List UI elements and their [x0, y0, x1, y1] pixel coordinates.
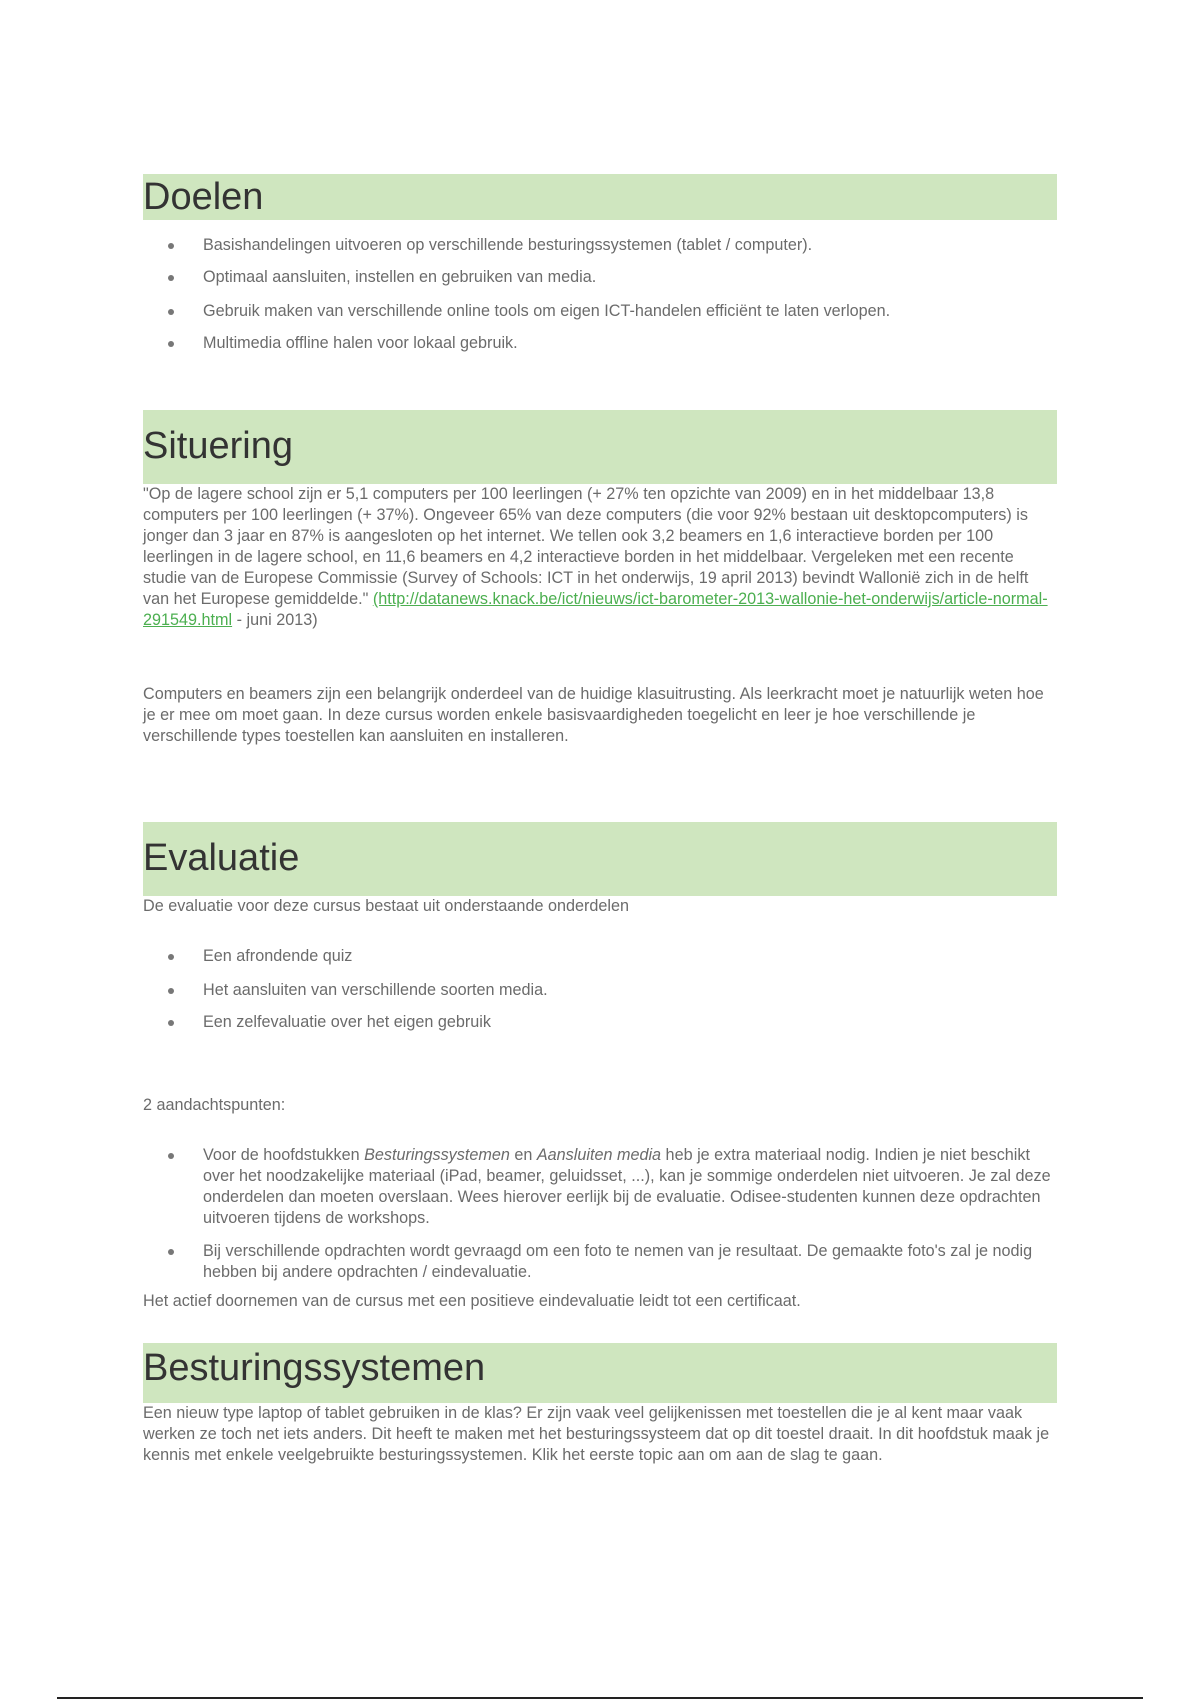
- doelen-list: [143, 235, 1057, 365]
- attention-label: 2 aandachtspunten:: [143, 1096, 286, 1114]
- situering-paragraph: Computers en beamers zijn een belangrijk onderdeel van de huidige klasuitrusting. Als leerkracht moet je natuurlijk weten hoe je er mee om moet gaan. In deze cursus worden enkele basisvaardigheden toegelicht en leer je hoe verschillende je verschillende types toestellen kan aansluiten en installeren.: [143, 685, 1044, 745]
- list-item-text: Een afrondende quiz: [203, 947, 353, 965]
- bullet-icon: [168, 1153, 174, 1159]
- source-link[interactable]: (http://datanews.knack.be/ict/nieuws/ict-barometer-2013-wallonie-het-onderwijs/article-normal-291549.html: [143, 590, 1048, 629]
- closing-text: Het actief doornemen van de cursus met een positieve eindevaluatie leidt tot een certificaat.: [143, 1292, 801, 1310]
- list-item-text: [203, 1146, 1051, 1227]
- situering-heading-bar: [143, 410, 1057, 484]
- situering-quote-block: [143, 484, 1057, 631]
- besturingssystemen-heading-bar: [143, 1343, 1057, 1403]
- situering-heading: Situering: [143, 425, 293, 467]
- besturingssystemen-heading: Besturingssystemen: [143, 1347, 486, 1389]
- list-item: [143, 1241, 1057, 1283]
- attention-label-block: [143, 1095, 1057, 1116]
- doelen-heading: Doelen: [143, 176, 264, 218]
- list-item: [143, 946, 1057, 980]
- attention-text-part: en: [509, 1146, 537, 1164]
- evaluatie-intro-block: [143, 896, 1057, 917]
- attention-text-part: Voor de hoofdstukken: [203, 1146, 365, 1164]
- list-item: [143, 1012, 1057, 1044]
- list-item-text: Een zelfevaluatie over het eigen gebruik: [203, 1013, 491, 1031]
- chapter-name: Besturingssystemen: [364, 1146, 510, 1164]
- list-item-text: Gebruik maken van verschillende online tools om eigen ICT-handelen efficiënt te laten verlopen.: [203, 302, 891, 320]
- situering-quote-text: "Op de lagere school zijn er 5,1 computers per 100 leerlingen (+ 27% ten opzichte van 2009) en in het middelbaar 13,8 computers per 100 leerlingen (+ 37%). Ongeveer 65% van deze computers (die voor 92% bestaan uit desktopcomputers) is jonger dan 3 jaar en 87% is aangesloten op het internet. We tellen ook 3,2 beamers en 1,6 interactieve borden per 100 leerlingen in de lagere school, en 11,6 beamers en 4,2 interactieve borden in het middelbaar. Vergeleken met een recente studie van de Europese Commissie (Survey of Schools: ICT in het onderwijs, 19 april 2013) bevindt Wallonië zich in de helft van het Europese gemiddelde.": [143, 485, 1029, 608]
- besturingssystemen-paragraph: Een nieuw type laptop of tablet gebruiken in de klas? Er zijn vaak veel gelijkenissen met toestellen die je al kent maar vaak werken ze toch net iets anders. Dit heeft te maken met het besturingssysteem dat op dit toestel draait. In dit hoofdstuk maak je kennis met enkele veelgebruikte besturingssystemen. Klik het eerste topic aan om aan de slag te gaan.: [143, 1404, 1050, 1464]
- chapter-name: Aansluiten media: [536, 1146, 662, 1164]
- list-item-text: Basishandelingen uitvoeren op verschillende besturingssystemen (tablet / computer).: [203, 236, 813, 254]
- evaluatie-heading-bar: [143, 822, 1057, 896]
- bullet-icon: [168, 954, 174, 960]
- bullet-icon: [168, 1249, 174, 1255]
- situering-paragraph-block: [143, 684, 1057, 747]
- list-item: [143, 267, 1057, 301]
- list-item-text: Het aansluiten van verschillende soorten media.: [203, 981, 548, 999]
- list-item: [143, 235, 1057, 267]
- attention-list-block: [143, 1145, 1057, 1283]
- doelen-heading-bar: [143, 174, 1057, 220]
- situering-quote: [143, 484, 1057, 631]
- source-date: - juni 2013): [232, 611, 318, 629]
- evaluatie-intro: De evaluatie voor deze cursus bestaat uit onderstaande onderdelen: [143, 897, 629, 915]
- evaluatie-list-block: [143, 946, 1057, 1044]
- list-item: [143, 980, 1057, 1012]
- bullet-icon: [168, 309, 174, 315]
- footer-divider: [57, 1697, 1143, 1699]
- doelen-list-block: [143, 235, 1057, 365]
- list-item-text: Bij verschillende opdrachten wordt gevraagd om een foto te nemen van je resultaat. De gemaakte foto's zal je nodig hebben bij andere opdrachten / eindevaluatie.: [203, 1242, 1033, 1281]
- list-item-text: Multimedia offline halen voor lokaal gebruik.: [203, 334, 518, 352]
- evaluatie-heading: Evaluatie: [143, 837, 300, 879]
- bullet-icon: [168, 1020, 174, 1026]
- list-item: [143, 1145, 1057, 1229]
- list-item-text: Optimaal aansluiten, instellen en gebruiken van media.: [203, 268, 597, 286]
- bullet-icon: [168, 243, 174, 249]
- attention-list: [143, 1145, 1057, 1283]
- besturingssystemen-paragraph-block: [143, 1403, 1057, 1466]
- bullet-icon: [168, 988, 174, 994]
- list-item: [143, 333, 1057, 365]
- closing-block: [143, 1291, 1057, 1312]
- evaluatie-list: [143, 946, 1057, 1044]
- attention-text-part: heb je extra materiaal nodig. Indien je niet beschikt over het noodzakelijke materiaal (iPad, beamer, geluidsset, ...), kan je sommige onderdelen niet uitvoeren. Je zal deze onderdelen dan moeten overslaan. Wees hierover eerlijk bij de evaluatie. Odisee-studenten kunnen deze opdrachten uitvoeren tijdens de workshops.: [203, 1146, 1051, 1227]
- bullet-icon: [168, 341, 174, 347]
- list-item: [143, 301, 1057, 333]
- bullet-icon: [168, 275, 174, 281]
